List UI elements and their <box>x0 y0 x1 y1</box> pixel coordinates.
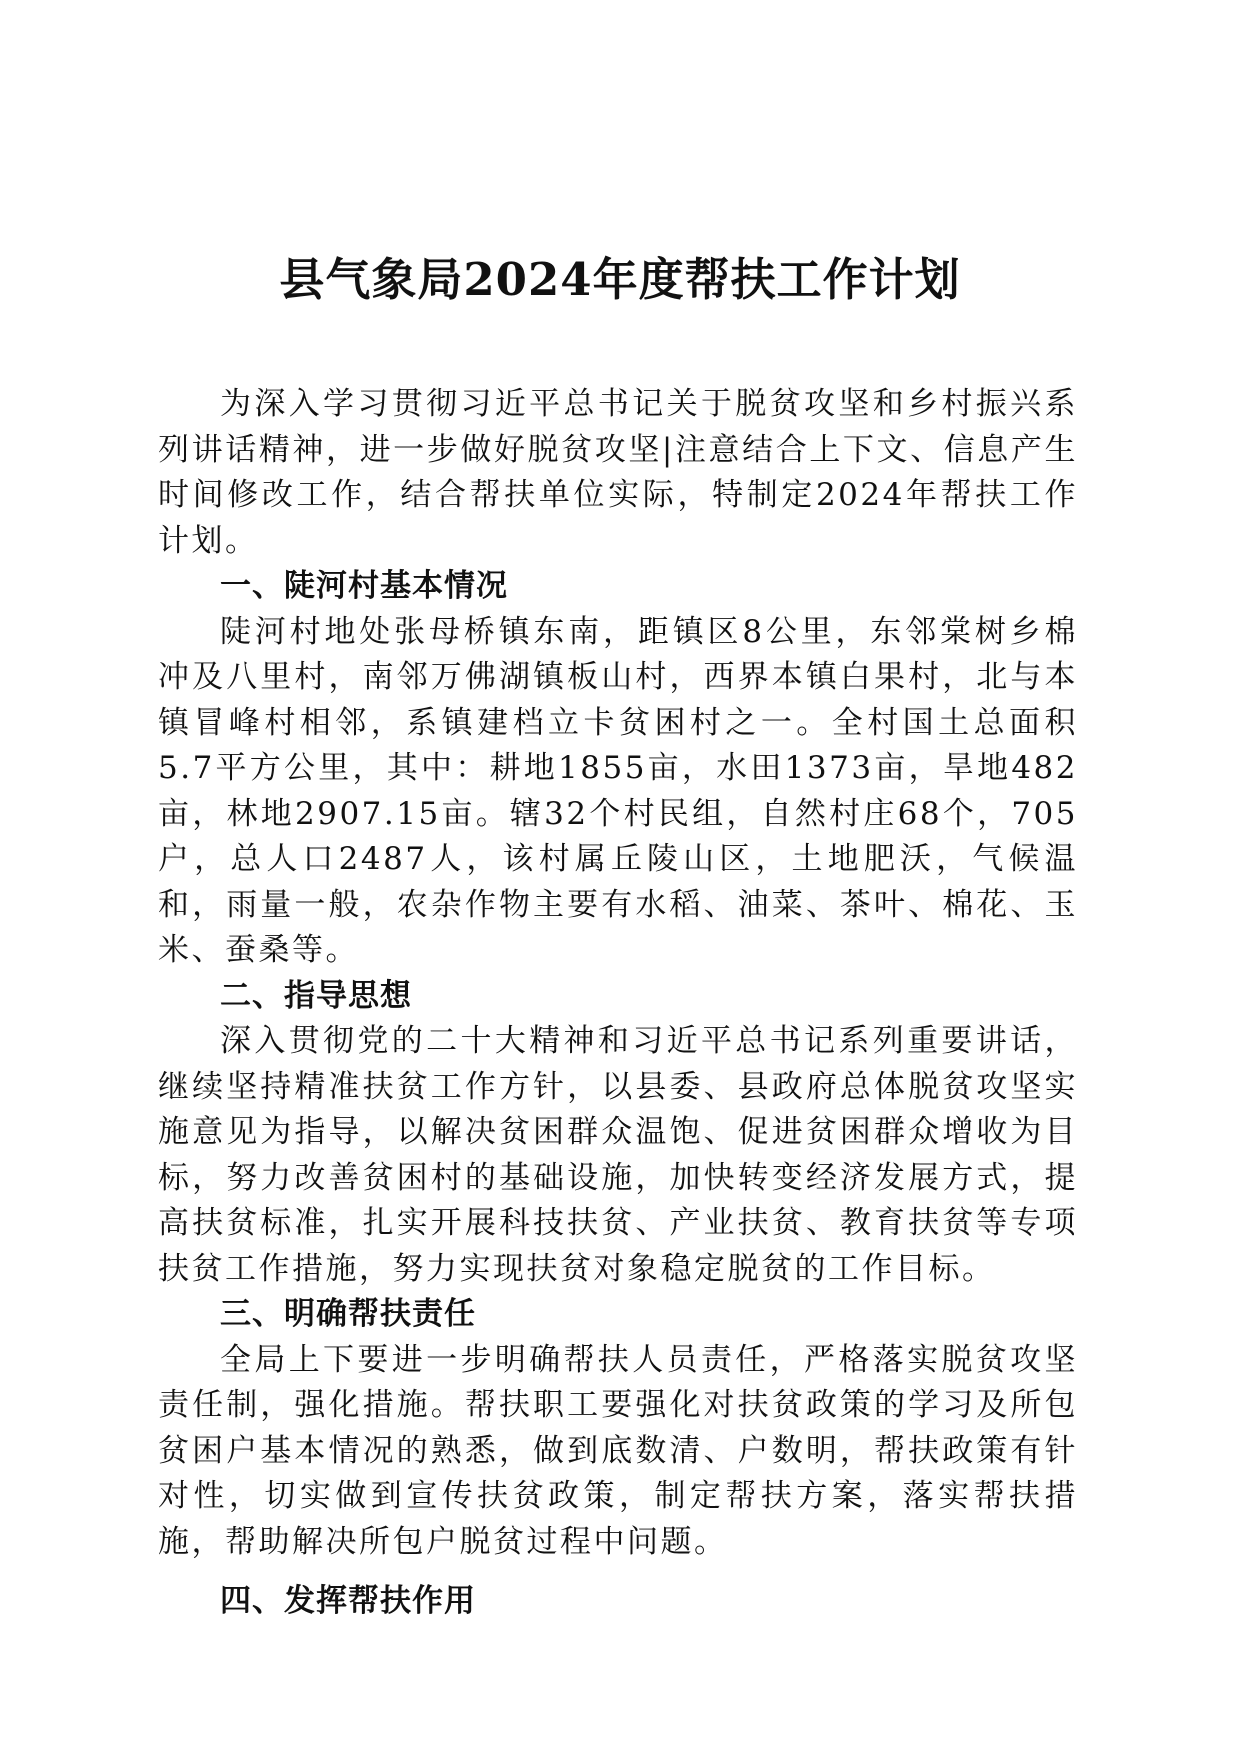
document-title: 县气象局2024年度帮扶工作计划 <box>279 253 961 306</box>
section-heading-guiding-ideology: 二、指导思想 <box>220 977 412 1014</box>
section-heading-responsibility: 三、明确帮扶责任 <box>220 1296 476 1332</box>
intro-paragraph: 为深入学习贯彻习近平总书记关于脱贫攻坚和乡村振兴系列讲话精神，进一步做好脱贫攻坚|注意结合上下文、信息产生时间修改工作，结合帮扶单位实际，特制定2024年帮扶工作计划。 <box>158 386 1078 559</box>
section-paragraph-responsibility: 全局上下要进一步明确帮扶人员责任，严格落实脱贫攻坚责任制，强化措施。帮扶职工要强化对扶贫政策的学习及所包贫困户基本情况的熟悉，做到底数清、户数明，帮扶政策有针对性，切实做到宣传扶贫政策，制定帮扶方案，落实帮扶措施，帮助解决所包户脱贫过程中问题。 <box>158 1341 1078 1560</box>
section-heading-assistance-role: 四、发挥帮扶作用 <box>220 1583 476 1619</box>
section-paragraph-basic-info: 陡河村地处张母桥镇东南，距镇区8公里，东邻棠树乡棉冲及八里村，南邻万佛湖镇板山村，西界本镇白果村，北与本镇冒峰村相邻，系镇建档立卡贫困村之一。全村国土总面积5.7平方公里，其中：耕地1855亩，水田1373亩，旱地482亩，林地2907.15亩。辖32个村民组，自然村庄68个，705户，总人口2487人，该村属丘陵山区，土地肥沃，气候温和，雨量一般，农杂作物主要有水稻、油菜、茶叶、棉花、玉米、蚕桑等。 <box>158 613 1078 968</box>
section-paragraph-guiding-ideology: 深入贯彻党的二十大精神和习近平总书记系列重要讲话，继续坚持精准扶贫工作方针，以县委、县政府总体脱贫攻坚实施意见为指导，以解决贫困群众温饱、促进贫困群众增收为目标，努力改善贫困村的基础设施，加快转变经济发展方式，提高扶贫标准，扎实开展科技扶贫、产业扶贫、教育扶贫等专项扶贫工作措施，努力实现扶贫对象稳定脱贫的工作目标。 <box>158 1023 1078 1287</box>
document-body <box>158 382 1078 1625</box>
section-heading-basic-info: 一、陡河村基本情况 <box>220 568 508 604</box>
